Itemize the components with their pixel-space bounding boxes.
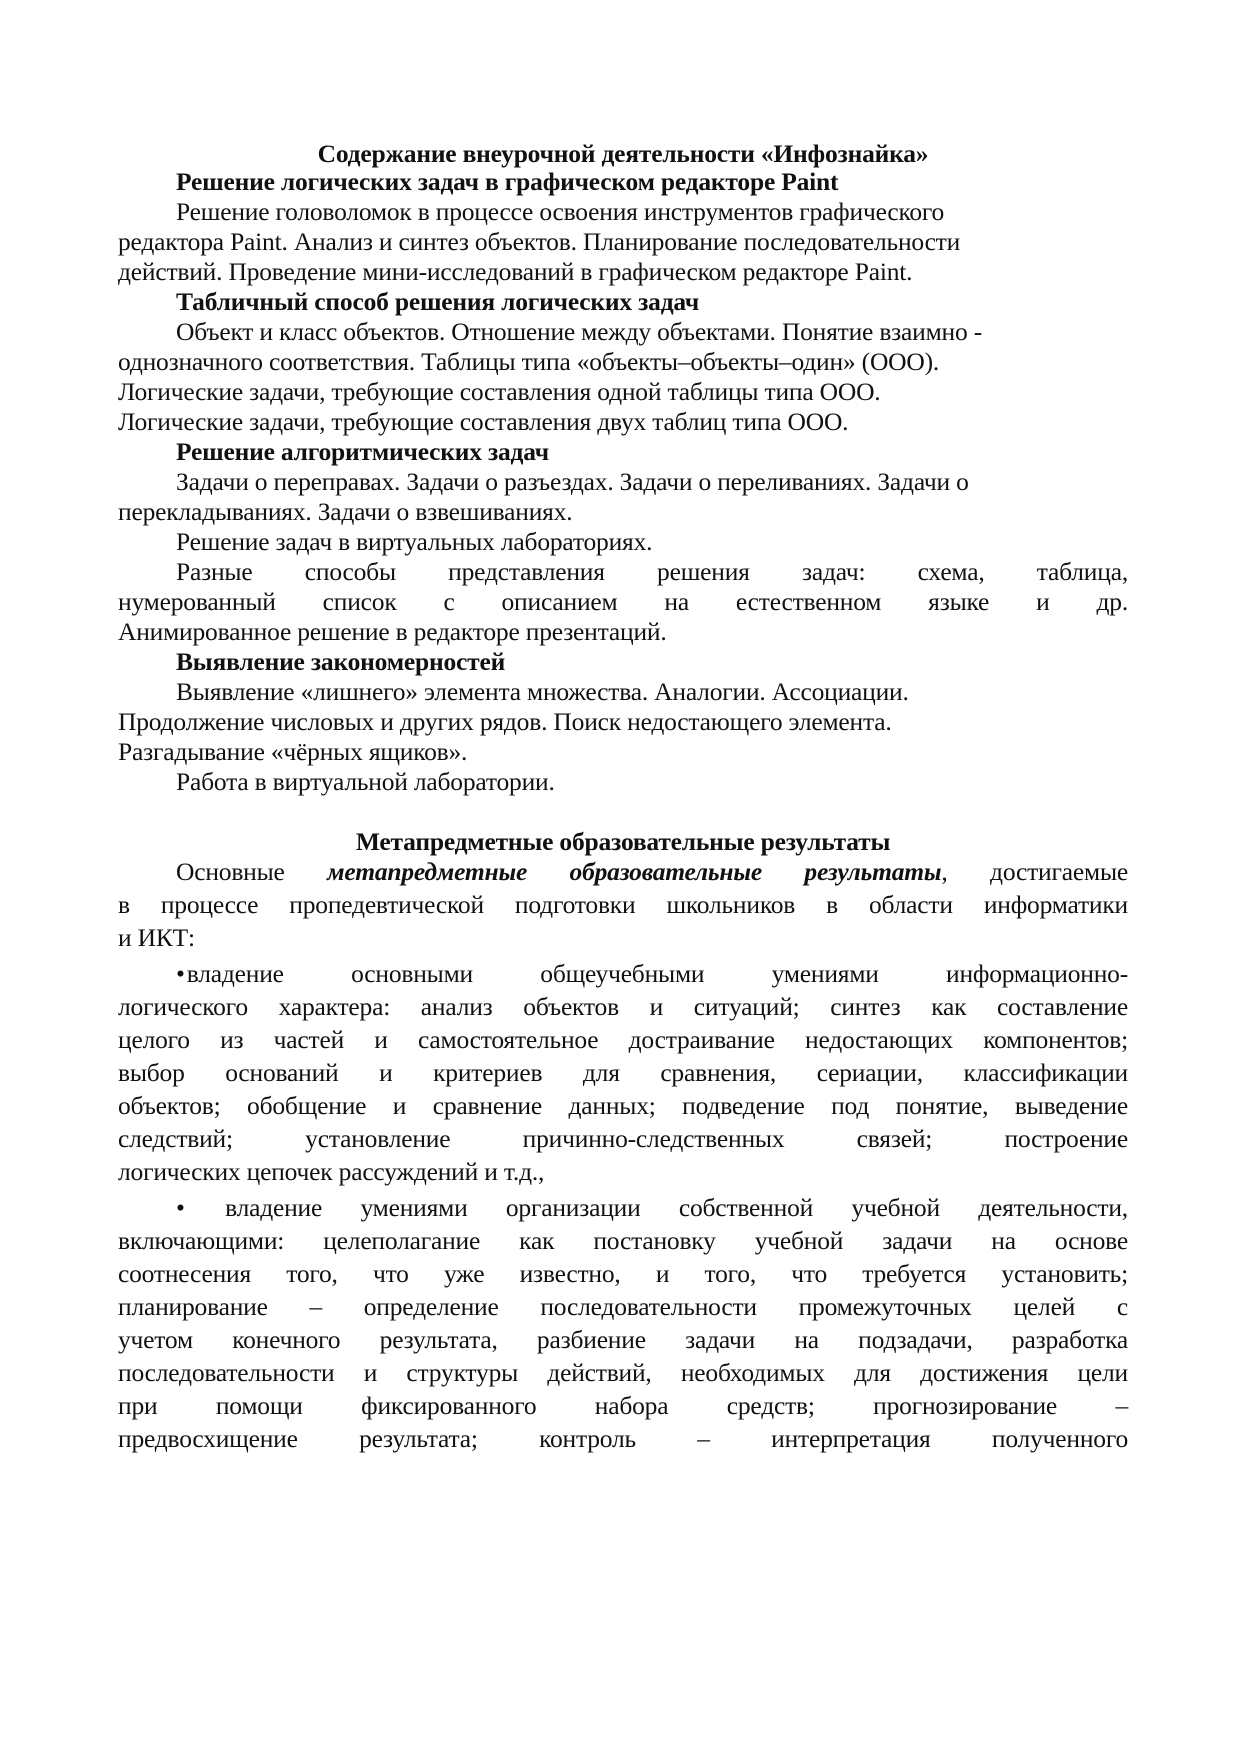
paragraph-line: последовательности и структуры действий, необходимых для достижения цели [118, 1358, 1128, 1387]
intro-suffix: , достигаемые [941, 857, 1128, 886]
paragraph-line: редактора Paint. Анализ и синтез объектов. Планирование последовательности [118, 227, 961, 256]
paragraph-line: учетом конечного результата, разбиение задачи на подзадачи, разработка [118, 1325, 1128, 1354]
paragraph-line: Разгадывание «чёрных ящиков». [118, 737, 468, 766]
paragraph-line: Объект и класс объектов. Отношение между объектами. Понятие взаимно - [176, 317, 983, 346]
paragraph-line: объектов; обобщение и сравнение данных; подведение под понятие, выведение [118, 1091, 1128, 1120]
section-heading-patterns: Выявление закономерностей [176, 647, 506, 676]
bullet-item-1-first-line: •владение основными общеучебными умениями информационно- [176, 959, 1128, 988]
paragraph-line: Продолжение числовых и других рядов. Поиск недостающего элемента. [118, 707, 892, 736]
paragraph-line: Разные способы представления решения задач: схема, таблица, [176, 557, 1128, 586]
paragraph-line: выбор оснований и критериев для сравнения, сериации, классификации [118, 1058, 1128, 1087]
paragraph-line: при помощи фиксированного набора средств; прогнозирование – [118, 1391, 1128, 1420]
paragraph-line: Логические задачи, требующие составления одной таблицы типа ООО. [118, 377, 881, 406]
section-heading-algorithms: Решение алгоритмических задач [176, 437, 549, 466]
paragraph-line: Решение головоломок в процессе освоения инструментов графического [176, 197, 945, 226]
paragraph-line: перекладываниях. Задачи о взвешиваниях. [118, 497, 573, 526]
bullet-item-2-first-line: • владение умениями организации собственной учебной деятельности, [176, 1193, 1128, 1222]
paragraph-line: однозначного соответствия. Таблицы типа «объекты–объекты–один» (ООО). [118, 347, 940, 376]
paragraph-line: Работа в виртуальной лаборатории. [176, 767, 555, 796]
paragraph-line: соотнесения того, что уже известно, и того, что требуется установить; [118, 1259, 1128, 1288]
paragraph-line: предвосхищение результата; контроль – интерпретация полученного [118, 1424, 1128, 1453]
paragraph-line: и ИКТ: [118, 923, 195, 952]
section-heading-paint: Решение логических задач в графическом редакторе Paint [176, 167, 839, 196]
paragraph-line: включающими: целеполагание как постановку учебной задачи на основе [118, 1226, 1128, 1255]
paragraph-line: Анимированное решение в редакторе презентаций. [118, 617, 667, 646]
paragraph-line: действий. Проведение мини-исследований в графическом редакторе Paint. [118, 257, 913, 286]
paragraph-line: нумерованный список с описанием на естественном языке и др. [118, 587, 1128, 616]
bullet-icon: • [176, 1193, 185, 1222]
paragraph-line: Логические задачи, требующие составления двух таблиц типа ООО. [118, 407, 849, 436]
paragraph-line: Выявление «лишнего» элемента множества. Аналогии. Ассоциации. [176, 677, 909, 706]
paragraph-line: логического характера: анализ объектов и ситуаций; синтез как составление [118, 992, 1128, 1021]
paragraph-line: логических цепочек рассуждений и т.д., [118, 1157, 545, 1186]
paragraph-line: целого из частей и самостоятельное достраивание недостающих компонентов; [118, 1025, 1128, 1054]
page-title: Содержание внеурочной деятельности «Инфознайка» [317, 139, 929, 168]
results-heading: Метапредметные образовательные результаты [355, 827, 891, 856]
bullet-icon: • [176, 959, 185, 988]
paragraph-line: Задачи о переправах. Задачи о разъездах. Задачи о переливаниях. Задачи о [176, 467, 969, 496]
section-heading-tables: Табличный способ решения логических задач [176, 287, 700, 316]
paragraph-line: в процессе пропедевтической подготовки школьников в области информатики [118, 890, 1128, 919]
intro-emphasis: метапредметные образовательные результаты [327, 857, 942, 886]
intro-prefix: Основные [176, 857, 328, 886]
paragraph-line: Решение задач в виртуальных лабораториях. [176, 527, 653, 556]
results-intro-line [176, 856, 1128, 888]
paragraph-line: следствий; установление причинно-следственных связей; построение [118, 1124, 1128, 1153]
paragraph-line: планирование – определение последовательности промежуточных целей с [118, 1292, 1128, 1321]
